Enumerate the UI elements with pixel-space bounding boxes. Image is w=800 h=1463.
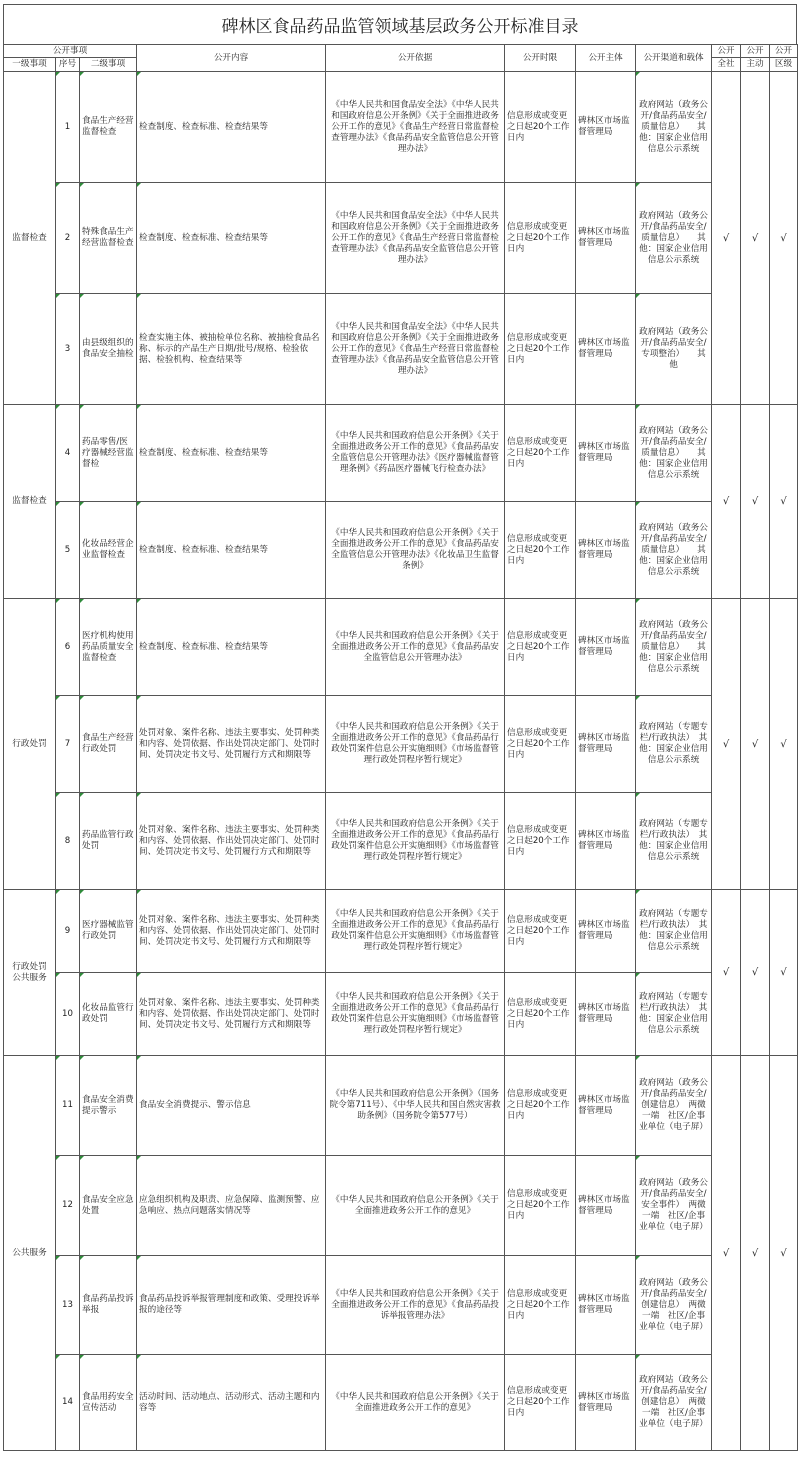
header-level1: 一级事项 — [4, 58, 56, 72]
table-body — [4, 72, 798, 1451]
content-cell: 处罚对象、案件名称、违法主要事实、处罚种类和内容、处罚依据、作出处罚决定部门、处罚时间、处罚决定书文号、处罚履行方式和期限等 — [137, 890, 326, 973]
header-society-top: 公开 — [712, 45, 741, 58]
subject-cell: 碑林区市场监督管理局 — [576, 599, 636, 696]
check-active-cell: √ — [741, 1056, 770, 1451]
seq-cell: 12 — [56, 1156, 80, 1256]
seq-cell: 4 — [56, 405, 80, 502]
content-cell: 检查制度、检查标准、检查结果等 — [137, 72, 326, 183]
time-limit-cell: 信息形成或变更之日起20个工作日内 — [505, 973, 576, 1056]
check-active-cell: √ — [741, 72, 770, 405]
check-active-cell: √ — [741, 890, 770, 1056]
time-limit-cell: 信息形成或变更之日起20个工作日内 — [505, 1056, 576, 1156]
time-limit-cell: 信息形成或变更之日起20个工作日内 — [505, 696, 576, 793]
seq-cell: 10 — [56, 973, 80, 1056]
subject-cell: 碑林区市场监督管理局 — [576, 973, 636, 1056]
basis-cell: 《中华人民共和国政府信息公开条例》《关于全面推进政务公开工作的意见》《食品药品安全监管信息公开管理办法》《化妆品卫生监督条例》 — [326, 502, 505, 599]
check-district-cell: √ — [770, 599, 798, 890]
header-district-bottom: 区级 — [770, 58, 798, 72]
check-society-cell: √ — [712, 890, 741, 1056]
level1-cell: 公共服务 — [4, 1056, 56, 1451]
seq-cell: 8 — [56, 793, 80, 890]
channel-cell: 政府网站（专题专栏/行政执法） 其他：国家企业信用信息公示系统 — [636, 890, 712, 973]
basis-cell: 《中华人民共和国政府信息公开条例》《关于全面推进政务公开工作的意见》《食品药品行政处罚案件信息公开实施细则》《市场监督管理行政处罚程序暂行规定》 — [326, 696, 505, 793]
channel-cell: 政府网站（专题专栏/行政执法） 其他：国家企业信用信息公示系统 — [636, 696, 712, 793]
channel-cell: 政府网站（政务公开/食品药品安全/质量信息） 其他：国家企业信用信息公示系统 — [636, 405, 712, 502]
basis-cell: 《中华人民共和国政府信息公开条例》《关于全面推进政务公开工作的意见》《食品药品安全监管信息公开管理办法》《医疗器械监督管理条例》《药品医疗器械飞行检查办法》 — [326, 405, 505, 502]
header-district-top: 公开 — [770, 45, 798, 58]
table-row — [4, 1156, 798, 1256]
channel-cell: 政府网站（政务公开/食品药品安全/质量信息） 其他：国家企业信用信息公示系统 — [636, 72, 712, 183]
seq-cell: 9 — [56, 890, 80, 973]
level2-cell: 化妆品监管行政处罚 — [80, 973, 137, 1056]
level2-cell: 特殊食品生产经营监督检查 — [80, 183, 137, 294]
channel-cell: 政府网站（政务公开/食品药品安全/创建信息） 两微一端 社区/企事业单位（电子屏） — [636, 1256, 712, 1355]
subject-cell: 碑林区市场监督管理局 — [576, 1355, 636, 1451]
seq-cell: 1 — [56, 72, 80, 183]
subject-cell: 碑林区市场监督管理局 — [576, 1256, 636, 1355]
table-row — [4, 1355, 798, 1451]
content-cell: 检查制度、检查标准、检查结果等 — [137, 183, 326, 294]
subject-cell: 碑林区市场监督管理局 — [576, 1056, 636, 1156]
level2-cell: 食品生产经营监督检查 — [80, 72, 137, 183]
content-cell: 检查实施主体、被抽检单位名称、被抽检食品名称、标示的产品生产日期/批号/规格、检验依据、检验机构、检查结果等 — [137, 294, 326, 405]
seq-cell: 3 — [56, 294, 80, 405]
subject-cell: 碑林区市场监督管理局 — [576, 502, 636, 599]
check-district-cell: √ — [770, 890, 798, 1056]
check-society-cell: √ — [712, 72, 741, 405]
table-row — [4, 502, 798, 599]
subject-cell: 碑林区市场监督管理局 — [576, 696, 636, 793]
disclosure-table — [3, 44, 798, 1451]
seq-cell: 11 — [56, 1056, 80, 1156]
header-seq: 序号 — [56, 58, 80, 72]
subject-cell: 碑林区市场监督管理局 — [576, 890, 636, 973]
basis-cell: 《中华人民共和国政府信息公开条例》《关于全面推进政务公开工作的意见》 — [326, 1355, 505, 1451]
subject-cell: 碑林区市场监督管理局 — [576, 72, 636, 183]
seq-cell: 14 — [56, 1355, 80, 1451]
header-time-limit: 公开时限 — [505, 45, 576, 72]
basis-cell: 《中华人民共和国政府信息公开条例》《关于全面推进政务公开工作的意见》《食品药品行政处罚案件信息公开实施细则》《市场监督管理行政处罚程序暂行规定》 — [326, 973, 505, 1056]
subject-cell: 碑林区市场监督管理局 — [576, 1156, 636, 1256]
check-district-cell: √ — [770, 1056, 798, 1451]
seq-cell: 5 — [56, 502, 80, 599]
subject-cell: 碑林区市场监督管理局 — [576, 793, 636, 890]
basis-cell: 《中华人民共和国政府信息公开条例》《关于全面推进政务公开工作的意见》《食品药品安全监管信息公开管理办法》 — [326, 599, 505, 696]
time-limit-cell: 信息形成或变更之日起20个工作日内 — [505, 1355, 576, 1451]
level1-cell: 监督检查 — [4, 405, 56, 599]
subject-cell: 碑林区市场监督管理局 — [576, 183, 636, 294]
basis-cell: 《中华人民共和国食品安全法》《中华人民共和国政府信息公开条例》《关于全面推进政务公开工作的意见》《食品生产经营日常监督检查管理办法》《食品药品安全监管信息公开管理办法》 — [326, 72, 505, 183]
time-limit-cell: 信息形成或变更之日起20个工作日内 — [505, 1156, 576, 1256]
header-channel: 公开渠道和载体 — [636, 45, 712, 72]
content-cell: 应急组织机构及职责、应急保障、监测预警、应急响应、热点问题落实情况等 — [137, 1156, 326, 1256]
header-level2: 二级事项 — [80, 58, 137, 72]
content-cell: 处罚对象、案件名称、违法主要事实、处罚种类和内容、处罚依据、作出处罚决定部门、处罚时间、处罚决定书文号、处罚履行方式和期限等 — [137, 973, 326, 1056]
content-cell: 食品安全消费提示、警示信息 — [137, 1056, 326, 1156]
level2-cell: 食品安全消费提示警示 — [80, 1056, 137, 1156]
time-limit-cell: 信息形成或变更之日起20个工作日内 — [505, 405, 576, 502]
time-limit-cell: 信息形成或变更之日起20个工作日内 — [505, 599, 576, 696]
time-limit-cell: 信息形成或变更之日起20个工作日内 — [505, 72, 576, 183]
basis-cell: 《中华人民共和国政府信息公开条例》（国务院令第711号）、《中华人民共和国自然灾害救助条例》（国务院令第577号） — [326, 1056, 505, 1156]
channel-cell: 政府网站（政务公开/食品药品安全/安全事件） 两微一端 社区/企事业单位（电子屏） — [636, 1156, 712, 1256]
content-cell: 检查制度、检查标准、检查结果等 — [137, 405, 326, 502]
level2-cell: 由县级组织的食品安全抽检 — [80, 294, 137, 405]
channel-cell: 政府网站（政务公开/食品药品安全/质量信息） 其他：国家企业信用信息公示系统 — [636, 599, 712, 696]
basis-cell: 《中华人民共和国食品安全法》《中华人民共和国政府信息公开条例》《关于全面推进政务公开工作的意见》《食品生产经营日常监督检查管理办法》《食品药品安全监管信息公开管理办法》 — [326, 183, 505, 294]
seq-cell: 13 — [56, 1256, 80, 1355]
table-row — [4, 973, 798, 1056]
table-row — [4, 405, 798, 502]
subject-cell: 碑林区市场监督管理局 — [576, 405, 636, 502]
check-active-cell: √ — [741, 405, 770, 599]
header-subject: 公开主体 — [576, 45, 636, 72]
header-active-top: 公开 — [741, 45, 770, 58]
check-society-cell: √ — [712, 405, 741, 599]
basis-cell: 《中华人民共和国政府信息公开条例》《关于全面推进政务公开工作的意见》《食品药品行政处罚案件信息公开实施细则》《市场监督管理行政处罚程序暂行规定》 — [326, 793, 505, 890]
table-row — [4, 1256, 798, 1355]
header-group-items: 公开事项 — [4, 45, 137, 58]
channel-cell: 政府网站（专题专栏/行政执法） 其他：国家企业信用信息公示系统 — [636, 793, 712, 890]
level2-cell: 药品监管行政处罚 — [80, 793, 137, 890]
page-title: 碑林区食品药品监管领域基层政务公开标准目录 — [3, 4, 797, 44]
seq-cell: 7 — [56, 696, 80, 793]
channel-cell: 政府网站（政务公开/食品药品安全/专项整治） 其他 — [636, 294, 712, 405]
time-limit-cell: 信息形成或变更之日起20个工作日内 — [505, 294, 576, 405]
content-cell: 检查制度、检查标准、检查结果等 — [137, 599, 326, 696]
content-cell: 活动时间、活动地点、活动形式、活动主题和内容等 — [137, 1355, 326, 1451]
table-row — [4, 72, 798, 183]
level2-cell: 医疗器械监管行政处罚 — [80, 890, 137, 973]
header-society-bottom: 全社 — [712, 58, 741, 72]
table-row — [4, 183, 798, 294]
seq-cell: 6 — [56, 599, 80, 696]
check-district-cell: √ — [770, 405, 798, 599]
content-cell: 处罚对象、案件名称、违法主要事实、处罚种类和内容、处罚依据、作出处罚决定部门、处罚时间、处罚决定书文号、处罚履行方式和期限等 — [137, 696, 326, 793]
level2-cell: 医疗机构使用药品质量安全监督检查 — [80, 599, 137, 696]
check-active-cell: √ — [741, 599, 770, 890]
basis-cell: 《中华人民共和国政府信息公开条例》《关于全面推进政务公开工作的意见》《食品药品投诉举报管理办法》 — [326, 1256, 505, 1355]
level1-cell: 行政处罚 公共服务 — [4, 890, 56, 1056]
subject-cell: 碑林区市场监督管理局 — [576, 294, 636, 405]
check-district-cell: √ — [770, 72, 798, 405]
basis-cell: 《中华人民共和国食品安全法》《中华人民共和国政府信息公开条例》《关于全面推进政务公开工作的意见》《食品生产经营日常监督检查管理办法》《食品药品安全监管信息公开管理办法》 — [326, 294, 505, 405]
channel-cell: 政府网站（政务公开/食品药品安全/质量信息） 其他：国家企业信用信息公示系统 — [636, 502, 712, 599]
content-cell: 处罚对象、案件名称、违法主要事实、处罚种类和内容、处罚依据、作出处罚决定部门、处罚时间、处罚决定书文号、处罚履行方式和期限等 — [137, 793, 326, 890]
level1-cell: 行政处罚 — [4, 599, 56, 890]
level2-cell: 化妆品经营企业监督检查 — [80, 502, 137, 599]
basis-cell: 《中华人民共和国政府信息公开条例》《关于全面推进政务公开工作的意见》 — [326, 1156, 505, 1256]
header-basis: 公开依据 — [326, 45, 505, 72]
seq-cell: 2 — [56, 183, 80, 294]
check-society-cell: √ — [712, 1056, 741, 1451]
table-row — [4, 696, 798, 793]
channel-cell: 政府网站（政务公开/食品药品安全/创建信息） 两微一端 社区/企事业单位（电子屏） — [636, 1056, 712, 1156]
level2-cell: 食品生产经营行政处罚 — [80, 696, 137, 793]
level2-cell: 食品用药安全宣传活动 — [80, 1355, 137, 1451]
table-row — [4, 294, 798, 405]
channel-cell: 政府网站（政务公开/食品药品安全/质量信息） 其他：国家企业信用信息公示系统 — [636, 183, 712, 294]
level1-cell: 监督检查 — [4, 72, 56, 405]
content-cell: 检查制度、检查标准、检查结果等 — [137, 502, 326, 599]
time-limit-cell: 信息形成或变更之日起20个工作日内 — [505, 890, 576, 973]
level2-cell: 药品零售/医疗器械经营监督检 — [80, 405, 137, 502]
channel-cell: 政府网站（政务公开/食品药品安全/创建信息） 两微一端 社区/企事业单位（电子屏） — [636, 1355, 712, 1451]
time-limit-cell: 信息形成或变更之日起20个工作日内 — [505, 793, 576, 890]
table-row — [4, 1056, 798, 1156]
basis-cell: 《中华人民共和国政府信息公开条例》《关于全面推进政务公开工作的意见》《食品药品行政处罚案件信息公开实施细则》《市场监督管理行政处罚程序暂行规定》 — [326, 890, 505, 973]
header-row-top — [4, 45, 798, 58]
table-row — [4, 599, 798, 696]
time-limit-cell: 信息形成或变更之日起20个工作日内 — [505, 1256, 576, 1355]
level2-cell: 食品安全应急处置 — [80, 1156, 137, 1256]
time-limit-cell: 信息形成或变更之日起20个工作日内 — [505, 183, 576, 294]
channel-cell: 政府网站（专题专栏/行政执法） 其他：国家企业信用信息公示系统 — [636, 973, 712, 1056]
check-society-cell: √ — [712, 599, 741, 890]
table-row — [4, 793, 798, 890]
content-cell: 食品药品投诉举报管理制度和政策、受理投诉举报的途径等 — [137, 1256, 326, 1355]
level2-cell: 食品药品投诉举报 — [80, 1256, 137, 1355]
table-row — [4, 890, 798, 973]
header-content: 公开内容 — [137, 45, 326, 72]
time-limit-cell: 信息形成或变更之日起20个工作日内 — [505, 502, 576, 599]
header-active-bottom: 主动 — [741, 58, 770, 72]
